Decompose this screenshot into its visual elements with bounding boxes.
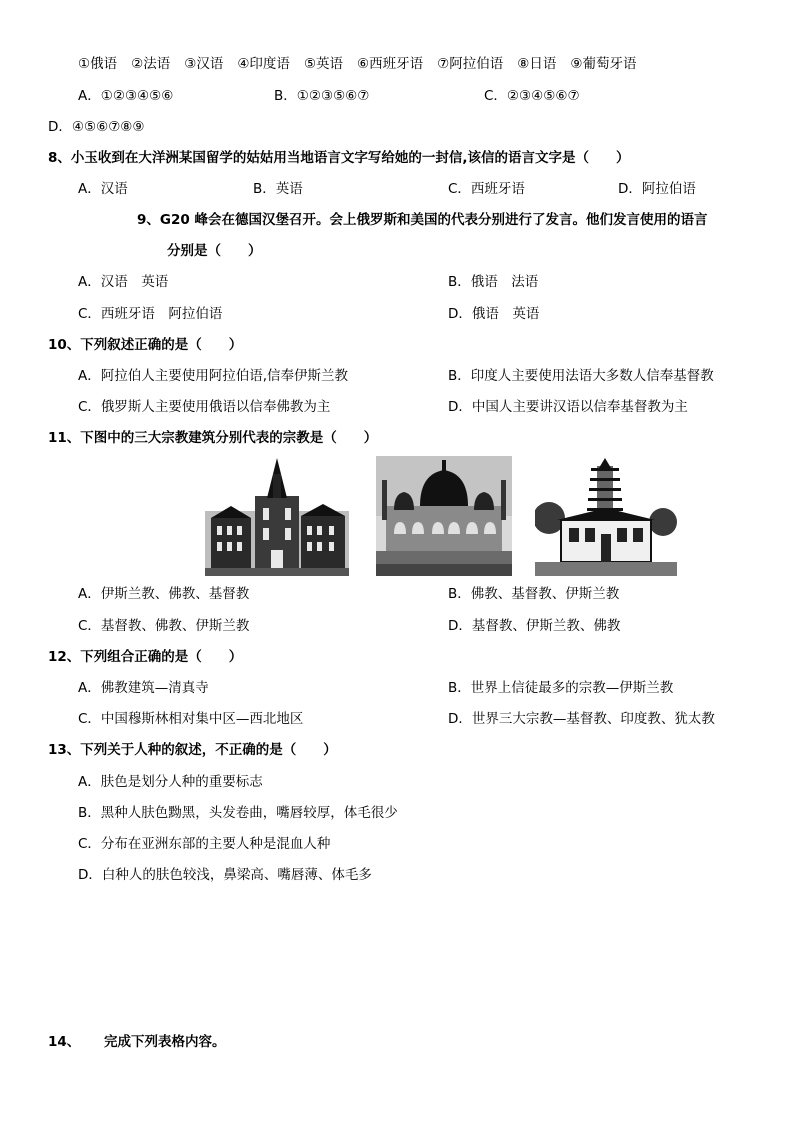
q7-items [78,55,650,73]
q9-option-b[interactable]: B．俄语 法语 [448,274,539,290]
q14-stem: 完成下列表格内容。 [104,1034,226,1050]
q7-item: ⑨葡萄牙语 [570,56,637,72]
mosque-photo [376,456,512,576]
q7-option-b[interactable]: B．①②③⑤⑥⑦ [274,88,370,104]
q9-option-d[interactable]: D．俄语 英语 [448,306,540,322]
q10-option-a[interactable]: A．阿拉伯人主要使用阿拉伯语,信奉伊斯兰教 [78,368,349,384]
q9-stem: 9、G20 峰会在德国汉堡召开。会上俄罗斯和美国的代表分别进行了发言。他们发言使用的语言 [137,212,708,228]
q11-option-d[interactable]: D．基督教、伊斯兰教、佛教 [448,618,621,634]
q7-option-c[interactable]: C．②③④⑤⑥⑦ [484,88,580,104]
q7-item: ②法语 [131,56,171,72]
q13-option-d[interactable]: D．白种人的肤色较浅，鼻梁高、嘴唇薄、体毛多 [78,867,372,883]
q13-option-c[interactable]: C．分布在亚洲东部的主要人种是混血人种 [78,836,331,852]
q7-item: ④印度语 [237,56,290,72]
q8-stem: 8、小玉收到在大洋洲某国留学的姑姑用当地语言文字写给她的一封信,该信的语言文字是（ ） [48,150,630,166]
q7-item: ⑦阿拉伯语 [437,56,504,72]
q10-stem: 10、下列叙述正确的是（ ） [48,337,243,353]
q7-item: ⑤英语 [303,56,344,72]
q8-option-c[interactable]: C．西班牙语 [448,181,525,197]
q13-stem: 13、下列关于人种的叙述，不正确的是（ ） [48,742,337,758]
q10-option-c[interactable]: C．俄罗斯人主要使用俄语以信奉佛教为主 [78,399,331,415]
q12-option-b[interactable]: B．世界上信徒最多的宗教—伊斯兰教 [448,680,674,696]
q7-item: ③汉语 [184,56,224,72]
q7-item: ①俄语 [78,56,118,72]
mosque-illustration [376,456,512,576]
q8-option-a[interactable]: A．汉语 [78,181,128,197]
q7-item: ⑧日语 [517,56,557,72]
q12-option-c[interactable]: C．中国穆斯林相对集中区—西北地区 [78,711,304,727]
temple-illustration [535,456,677,576]
q8-option-b[interactable]: B．英语 [253,181,303,197]
q10-option-b[interactable]: B．印度人主要使用法语大多数人信奉基督教 [448,368,714,384]
church-illustration [205,456,349,576]
q11-option-c[interactable]: C．基督教、佛教、伊斯兰教 [78,618,250,634]
q12-stem: 12、下列组合正确的是（ ） [48,649,243,665]
q9-stem-continued: 分别是（ ） [167,243,262,259]
q12-option-d[interactable]: D．世界三大宗教—基督教、印度教、犹太教 [448,711,715,727]
q11-stem: 11、下图中的三大宗教建筑分别代表的宗教是（ ） [48,430,378,446]
q7-option-a[interactable]: A．①②③④⑤⑥ [78,88,174,104]
q12-option-a[interactable]: A．佛教建筑—清真寺 [78,680,209,696]
q10-option-d[interactable]: D．中国人主要讲汉语以信奉基督教为主 [448,399,688,415]
church-photo [205,456,349,576]
q9-option-c[interactable]: C．西班牙语 阿拉伯语 [78,306,223,322]
q13-option-a[interactable]: A．肤色是划分人种的重要标志 [78,774,263,790]
q8-option-d[interactable]: D．阿拉伯语 [618,181,696,197]
q11-option-b[interactable]: B．佛教、基督教、伊斯兰教 [448,586,620,602]
temple-photo [535,456,677,576]
q7-option-d[interactable]: D．④⑤⑥⑦⑧⑨ [48,119,145,135]
q7-item: ⑥西班牙语 [357,56,424,72]
q9-option-a[interactable]: A．汉语 英语 [78,274,169,290]
q13-option-b[interactable]: B．黑种人肤色黝黑，头发卷曲，嘴唇较厚，体毛很少 [78,805,398,821]
q11-option-a[interactable]: A．伊斯兰教、佛教、基督教 [78,586,250,602]
q14-number: 14、 [48,1034,81,1050]
